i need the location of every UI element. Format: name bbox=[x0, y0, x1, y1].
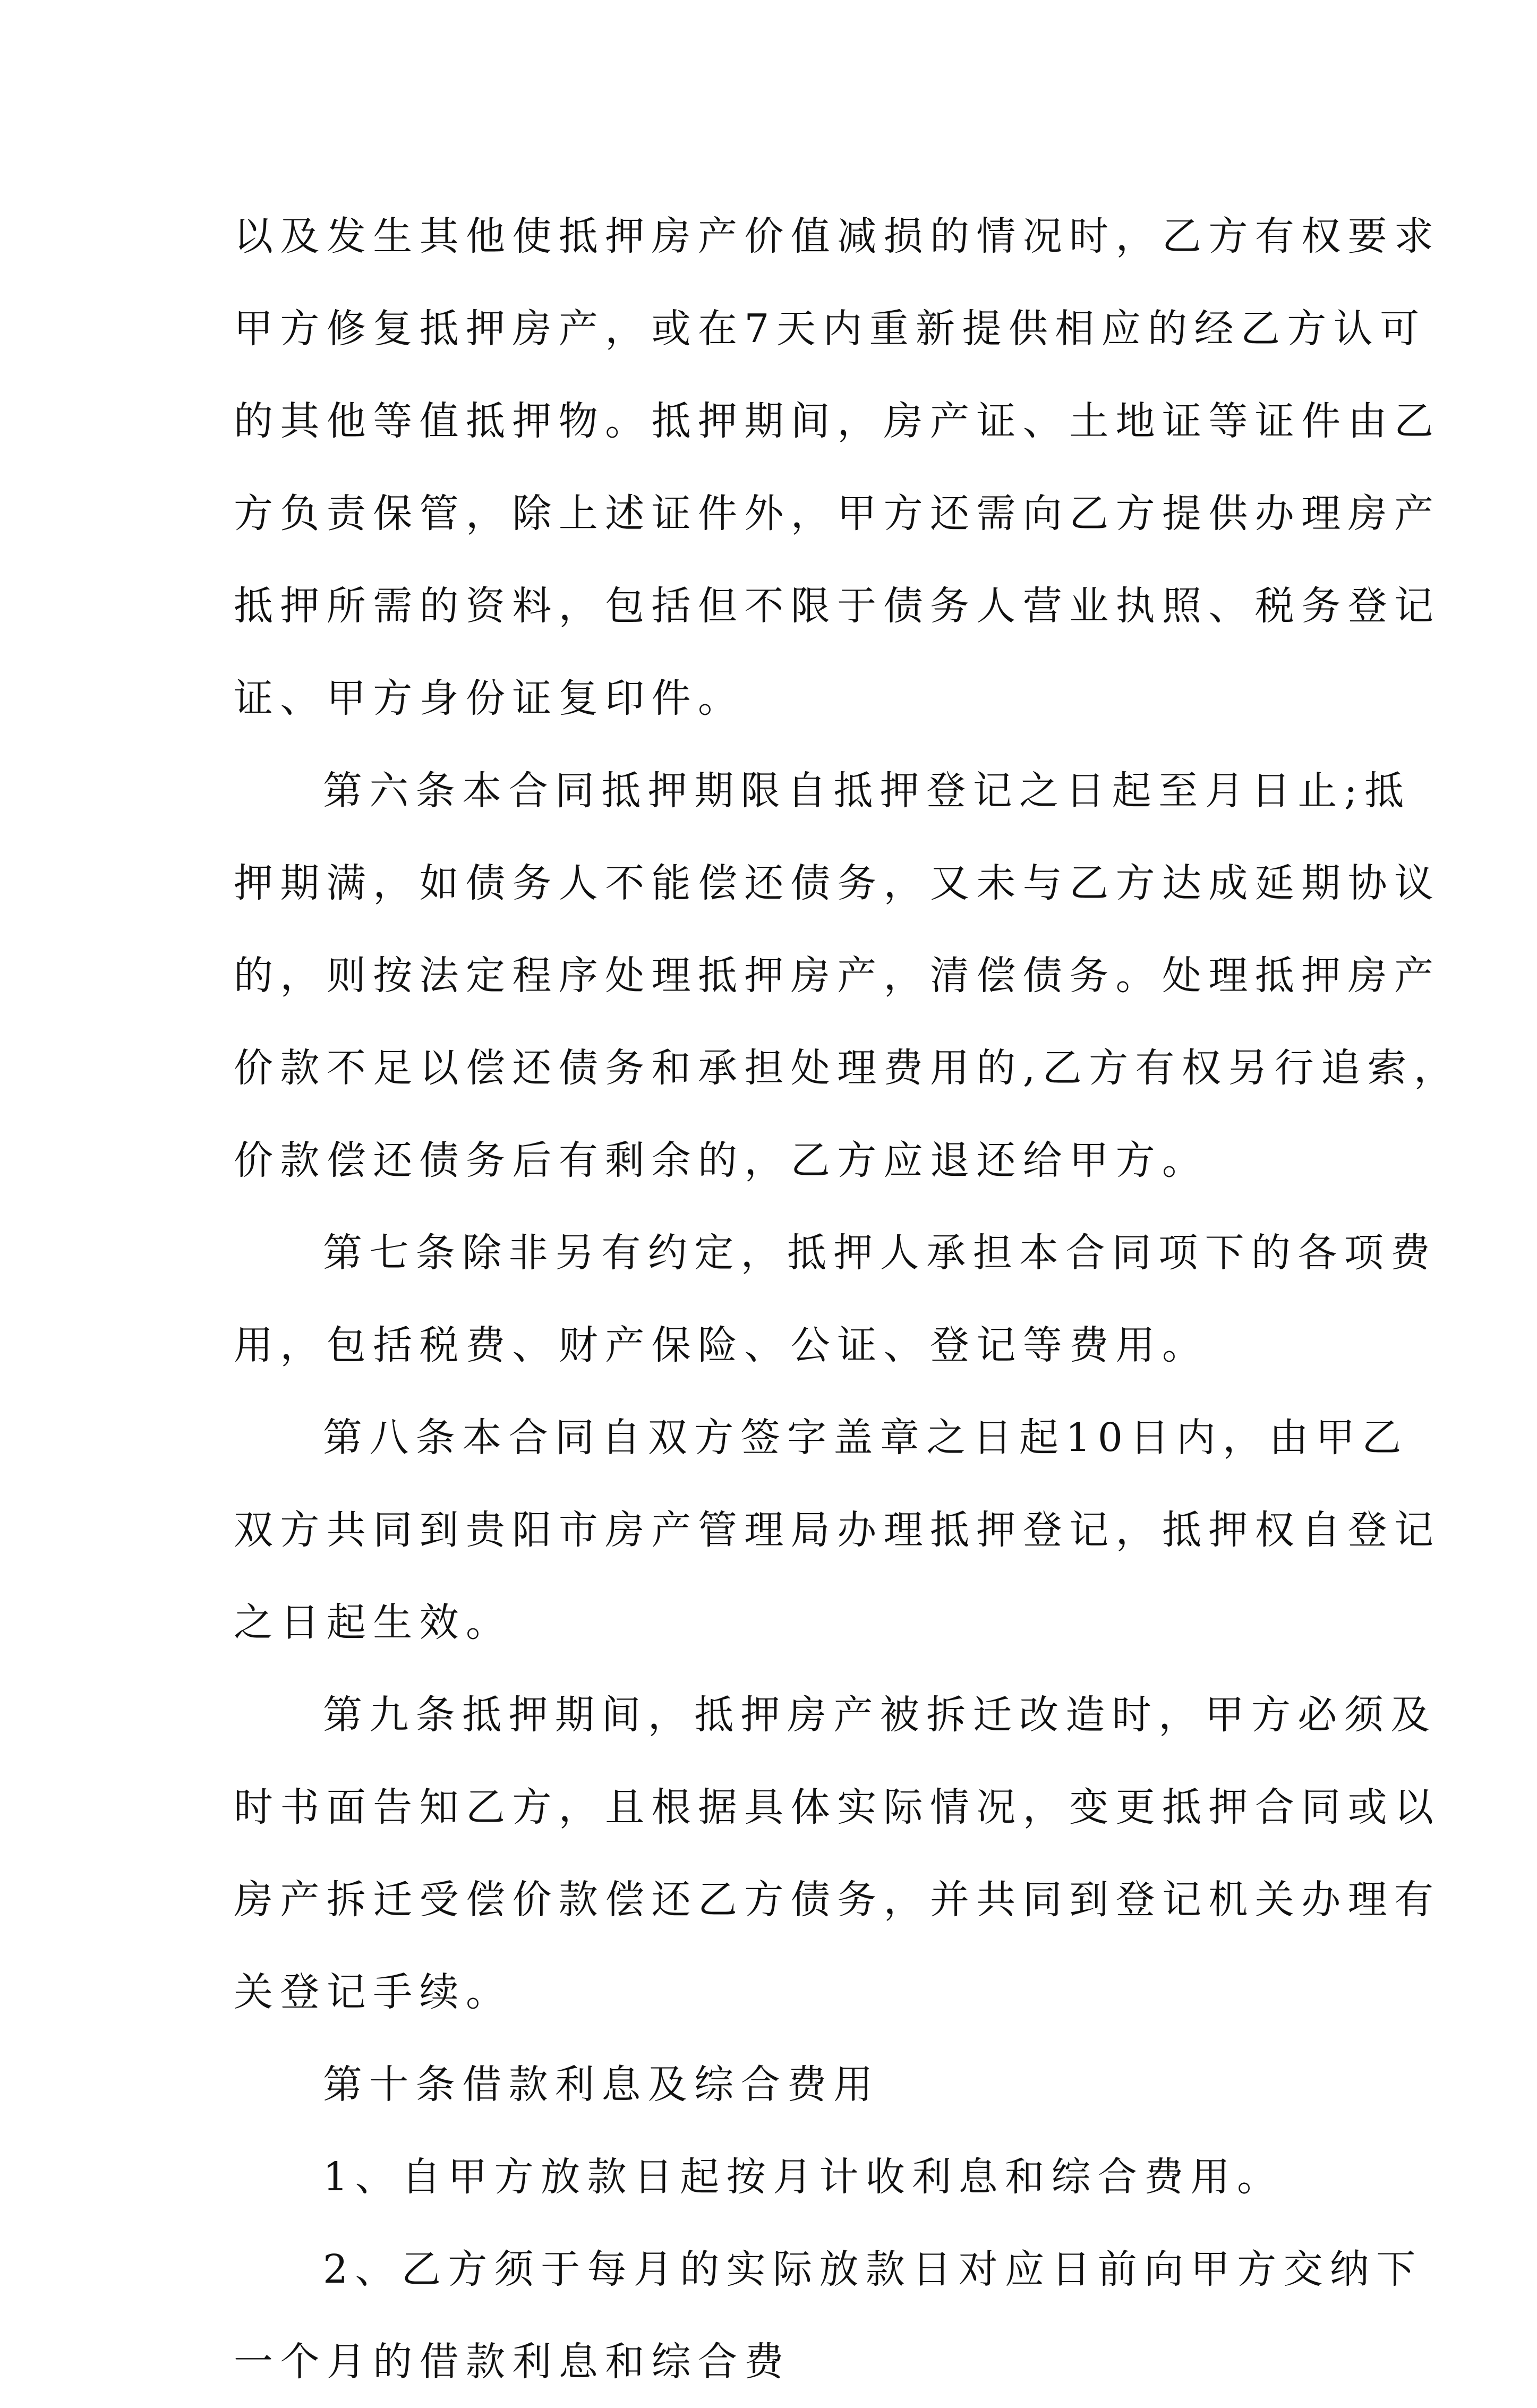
text-line: 双方共同到贵阳市房产管理局办理抵押登记，抵押权自登记 bbox=[234, 1507, 1441, 1553]
text-line: 的，则按法定程序处理抵押房产，清偿债务。处理抵押房产 bbox=[234, 953, 1441, 998]
text-line: 一个月的借款利息和综合费 bbox=[234, 2339, 791, 2385]
article-8-heading-line: 第八条本合同自双方签字盖章之日起10日内，由甲乙 bbox=[323, 1415, 1408, 1461]
text-line: 以及发生其他使抵押房产价值减损的情况时，乙方有权要求 bbox=[234, 214, 1441, 259]
text-line: 之日起生效。 bbox=[234, 1600, 513, 1645]
text-line: 证、甲方身份证复印件。 bbox=[234, 676, 745, 721]
text-line: 方负责保管，除上述证件外，甲方还需向乙方提供办理房产 bbox=[234, 491, 1441, 536]
list-item-1: 1、自甲方放款日起按月计收利息和综合费用。 bbox=[323, 2154, 1284, 2200]
text-line: 关登记手续。 bbox=[234, 1969, 513, 2015]
article-10-heading: 第十条借款利息及综合费用 bbox=[323, 2062, 880, 2107]
text-line: 价款不足以偿还债务和承担处理费用的,乙方有权另行追索， bbox=[234, 1045, 1461, 1091]
text-line: 价款偿还债务后有剩余的，乙方应退还给甲方。 bbox=[234, 1138, 1209, 1183]
text-line: 押期满，如债务人不能偿还债务，又未与乙方达成延期协议 bbox=[234, 860, 1441, 906]
list-item-2: 2、乙方须于每月的实际放款日对应日前向甲方交纳下 bbox=[323, 2247, 1423, 2292]
document-body bbox=[234, 190, 1461, 2408]
text-line: 甲方修复抵押房产，或在7天内重新提供相应的经乙方认可 bbox=[234, 306, 1427, 352]
article-6-heading-line: 第六条本合同抵押期限自抵押登记之日起至月日止;抵 bbox=[323, 768, 1411, 814]
text-line: 房产拆迁受偿价款偿还乙方债务，并共同到登记机关办理有 bbox=[234, 1877, 1441, 1923]
text-line: 时书面告知乙方，且根据具体实际情况，变更抵押合同或以 bbox=[234, 1784, 1441, 1830]
article-9-heading-line: 第九条抵押期间，抵押房产被拆迁改造时，甲方必须及 bbox=[323, 1692, 1437, 1738]
article-7-heading-line: 第七条除非另有约定，抵押人承担本合同项下的各项费 bbox=[323, 1230, 1437, 1276]
text-line: 的其他等值抵押物。抵押期间，房产证、土地证等证件由乙 bbox=[234, 398, 1441, 444]
text-line: 用，包括税费、财产保险、公证、登记等费用。 bbox=[234, 1322, 1209, 1368]
text-line: 抵押所需的资料，包括但不限于债务人营业执照、税务登记 bbox=[234, 583, 1441, 629]
